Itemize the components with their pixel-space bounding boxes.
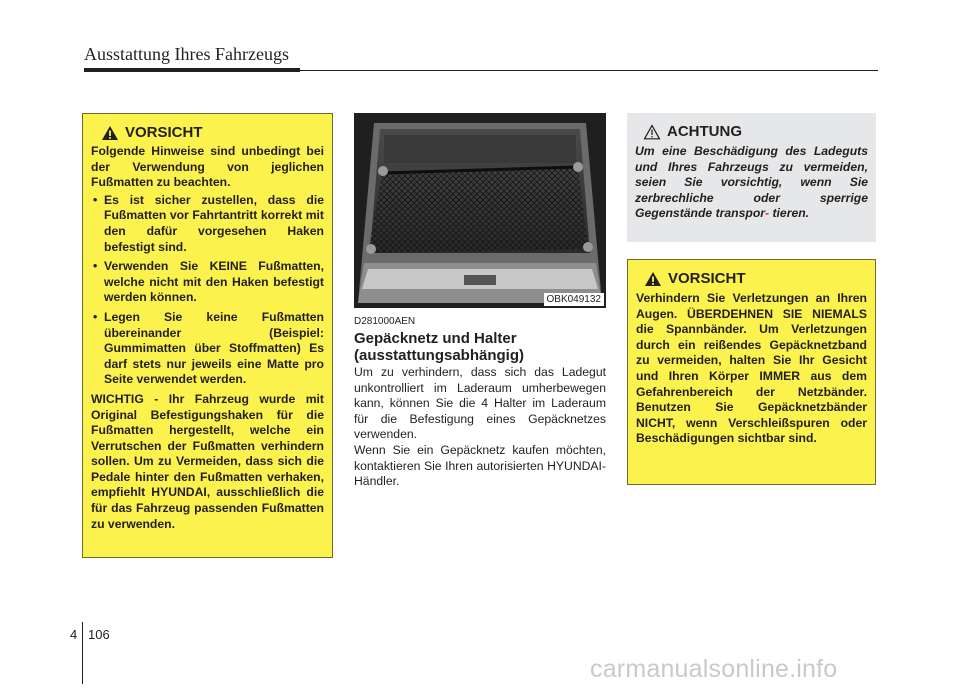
achtung-hyphen: -: [765, 206, 770, 221]
section-code: D281000AEN: [354, 316, 416, 327]
watermark: carmanualsonline.info: [590, 655, 838, 683]
body-paragraph: Wenn Sie ein Gepäcknetz kaufen möchten, kontaktieren Sie Ihren autorisierten HYUNDAI-Händler.: [354, 443, 606, 488]
vorsicht-box-floor-mats: [82, 113, 333, 558]
achtung-box: [627, 113, 876, 242]
vorsicht-box-cargo-net: [627, 259, 876, 485]
trunk-cargo-net-photo: [354, 113, 606, 308]
vorsicht-title: VORSICHT: [668, 270, 746, 287]
photo-reference-code: OBK049132: [544, 293, 605, 306]
page-header-title: Ausstattung Ihres Fahrzeugs: [84, 44, 289, 64]
warning-triangle-icon: [101, 125, 119, 141]
achtung-title: ACHTUNG: [667, 123, 742, 140]
warning-triangle-icon: [644, 271, 662, 287]
page-number: 106: [88, 627, 110, 642]
chapter-number: 4: [70, 627, 78, 642]
achtung-text-main: Um eine Beschädigung des Ladeguts und Ihres Fahrzeugs zu vermeiden, seien Sie vorsichtig, wenn Sie zerbrechliche oder sperrige Gegenstände transpor: [635, 144, 868, 221]
vorsicht-heading: [644, 270, 867, 287]
section-heading: Gepäcknetz und Halter (ausstattungsabhängig): [354, 330, 525, 364]
vorsicht-intro: Folgende Hinweise sind unbedingt bei der Verwendung von jeglichen Fußmatten zu beachten.: [91, 144, 324, 190]
vorsicht-important-note: WICHTIG - Ihr Fahrzeug wurde mit Original Befestigungshaken für die Fußmatten hergestellt, welche ein Verrutschen der Fußmatten verhindern sollen. Um zu Vermeiden, dass sich die Pedale hinter den Fußmatten verhaken, empfiehlt HYUNDAI, ausschließlich die für das Fahrzeug passenden Fußmatten zu verwenden.: [91, 391, 324, 531]
list-item: • Es ist sicher zustellen, dass die Fußmatten vor Fahrtantritt korrekt mit den dafür vorgesehen Haken befestigt sind.: [91, 193, 324, 255]
vorsicht-heading: [101, 124, 324, 141]
list-item: • Legen Sie keine Fußmatten übereinander (Beispiel: Gummimatten über Stoffmatten) Es darf stets nur jeweils eine Matte pro Seite verwendet werden.: [91, 310, 324, 388]
caution-triangle-icon: [643, 124, 661, 140]
footer-divider: [82, 622, 83, 684]
header-rule-thin: [300, 70, 878, 71]
list-item: • Verwenden Sie KEINE Fußmatten, welche nicht mit den Haken befestigt werden können.: [91, 259, 324, 306]
trunk-illustration: [354, 113, 606, 308]
achtung-text: [635, 144, 868, 222]
achtung-heading: [643, 123, 868, 140]
achtung-text-end: tieren.: [772, 206, 810, 221]
vorsicht-bullet-list: [91, 193, 324, 388]
vorsicht-title: VORSICHT: [125, 124, 203, 141]
header-rule-thick: [84, 68, 300, 72]
vorsicht-text: Verhindern Sie Verletzungen an Ihren Augen. ÜBERDEHNEN SIE NIEMALS die Spannbänder. Um Verletzungen durch ein reißendes Gepäcknetzband zu vermeiden, halten Sie Ihr Gesicht und Ihren Körper IMMER aus dem Gefahrenbereich der Netzbänder. Benutzen Sie Gepäcknetzbänder NICHT, wenn Verschleißspuren oder Beschädigungen sichtbar sind.: [636, 291, 867, 446]
body-paragraph: Um zu verhindern, dass sich das Ladegut unkontrolliert im Laderaum umherbewegen kann, können Sie die 4 Halter im Laderaum für die Befestigung eines Gepäcknetzes verwenden.: [354, 365, 606, 441]
